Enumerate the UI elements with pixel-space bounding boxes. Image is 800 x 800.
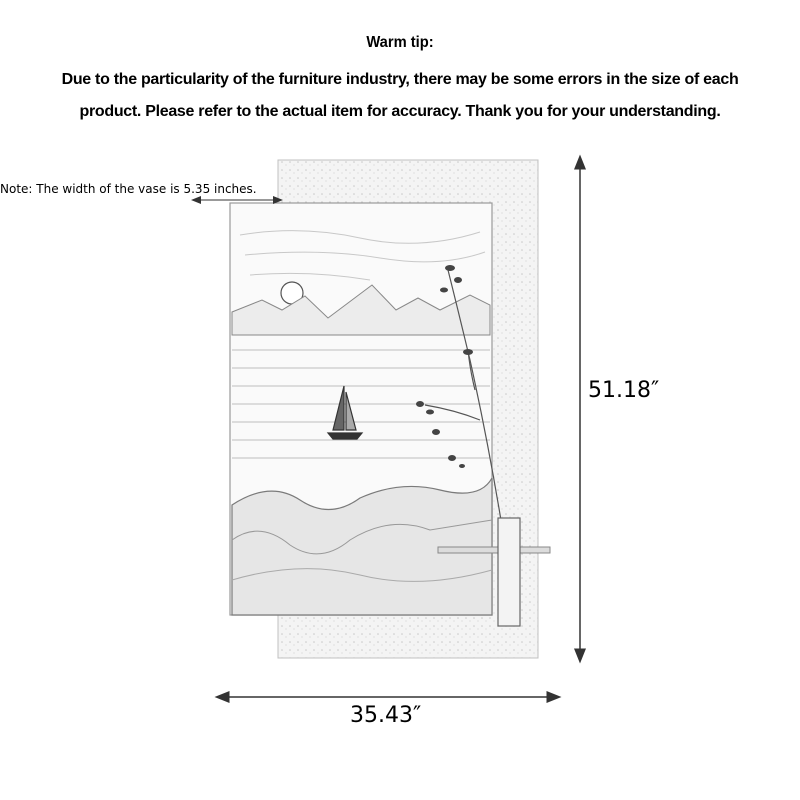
- vase-width-note: Note: The width of the vase is 5.35 inches.: [0, 182, 257, 196]
- width-dimension-label: 35.43″: [350, 703, 422, 728]
- warm-tip-line-2: product. Please refer to the actual item for accuracy. Thank you for your understanding.: [79, 103, 721, 120]
- height-dimension-label: 51.18″: [588, 378, 660, 403]
- warm-tip-line-1: Due to the particularity of the furniture industry, there may be some errors in the size of each: [61, 71, 739, 88]
- shelf: [438, 547, 550, 553]
- warm-tip-title: Warm tip:: [366, 34, 434, 51]
- vase: [498, 518, 520, 626]
